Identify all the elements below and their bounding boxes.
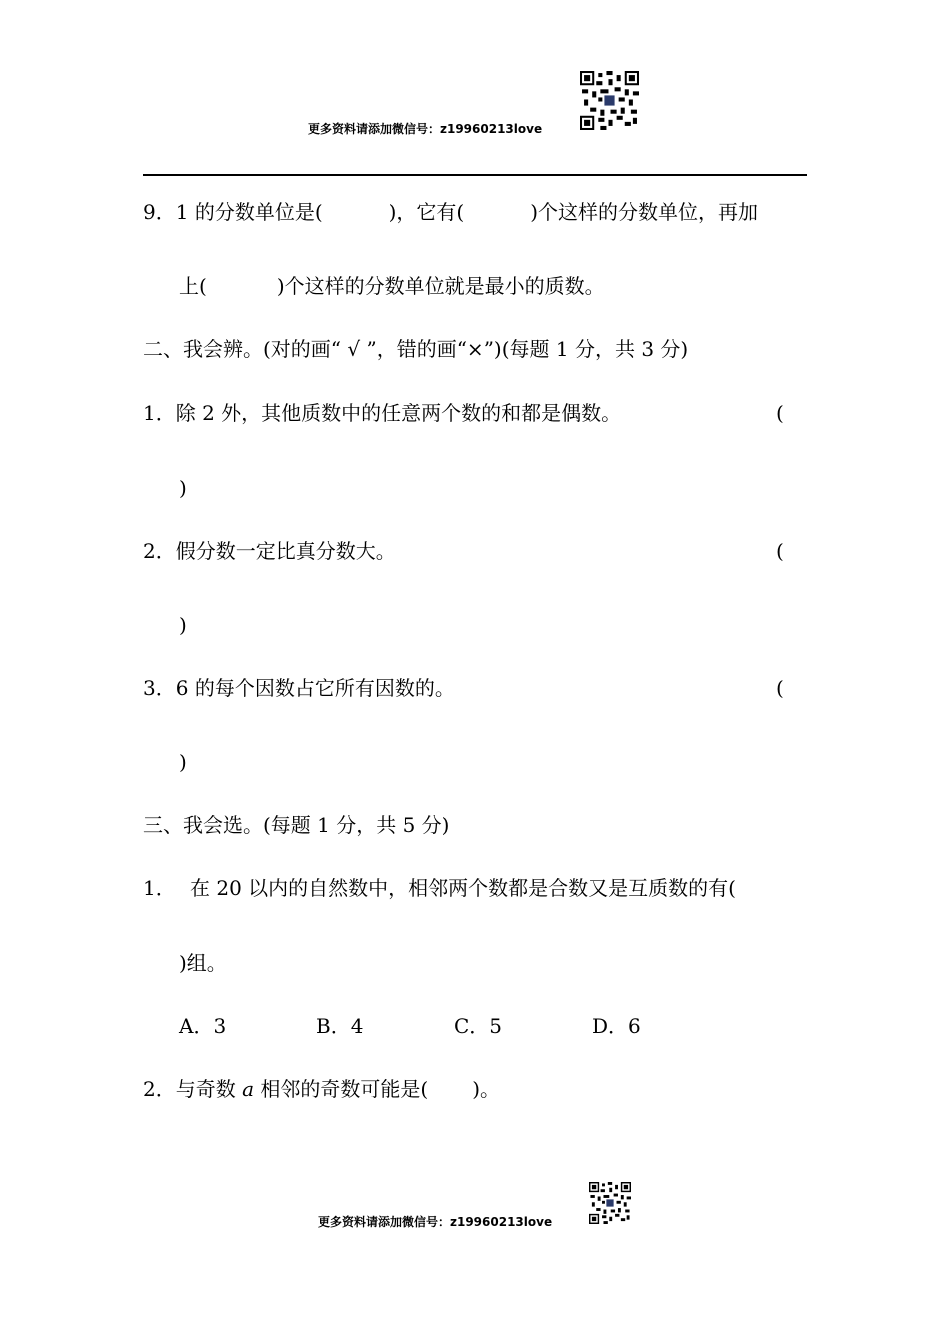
- question-text: )。: [472, 1077, 501, 1101]
- answer-paren-open[interactable]: (: [776, 539, 784, 563]
- judge-item-3: [143, 675, 455, 701]
- question-number: 9．: [143, 200, 176, 224]
- question-number: 1．: [143, 876, 176, 900]
- question-text: 假分数一定比真分数大。: [175, 539, 396, 563]
- judge-item-2: [143, 538, 396, 564]
- option-b[interactable]: B．4: [316, 1014, 364, 1038]
- question-number: 2．: [143, 539, 176, 563]
- option-a[interactable]: A．3: [179, 1014, 227, 1038]
- answer-paren-close[interactable]: ): [179, 476, 187, 500]
- question-text: )个这样的分数单位就是最小的质数。: [276, 274, 605, 298]
- header-note: 更多资料请添加微信号：z19960213love: [308, 122, 543, 136]
- answer-paren-open[interactable]: (: [776, 676, 784, 700]
- answer-paren-open[interactable]: (: [776, 401, 784, 425]
- question-text-continued: )组。: [179, 951, 227, 975]
- question-text: 与奇数: [175, 1077, 243, 1101]
- choice-question-1: [143, 875, 176, 901]
- question-number: 3．: [143, 676, 176, 700]
- question-text: )，它有(: [388, 200, 465, 224]
- footer-note: 更多资料请添加微信号：z19960213love: [318, 1215, 553, 1229]
- question-text: )个这样的分数单位，再加: [530, 200, 759, 224]
- section-2-heading: 二、我会辨。(对的画“ √ ”，错的画“×”)(每题 1 分，共 3 分): [143, 337, 689, 361]
- question-text: 除 2 外，其他质数中的任意两个数的和都是偶数。: [175, 401, 622, 425]
- question-number: 2．: [143, 1077, 176, 1101]
- section-3-heading: 三、我会选。(每题 1 分，共 5 分): [143, 813, 450, 837]
- question-text: 相邻的奇数可能是(: [254, 1077, 429, 1101]
- question-text: 1 的分数单位是(: [175, 200, 323, 224]
- answer-paren-close[interactable]: ): [179, 613, 187, 637]
- option-c[interactable]: C．5: [454, 1014, 503, 1038]
- answer-paren-close[interactable]: ): [179, 750, 187, 774]
- qr-code-icon: [589, 1182, 631, 1224]
- qr-code-icon: [580, 71, 639, 130]
- variable-a: a: [242, 1077, 255, 1101]
- question-text: 在 20 以内的自然数中，相邻两个数都是合数又是互质数的有(: [190, 876, 736, 900]
- question-text: 上(: [179, 274, 207, 298]
- question-9-line-2: [179, 273, 605, 299]
- header-divider: [143, 174, 807, 176]
- option-d[interactable]: D．6: [592, 1014, 641, 1038]
- question-number: 1．: [143, 401, 176, 425]
- choice-question-2: [143, 1076, 500, 1102]
- question-text: 6 的每个因数占它所有因数的。: [175, 676, 455, 700]
- judge-item-1: [143, 400, 621, 426]
- question-9-line-1: [143, 199, 758, 225]
